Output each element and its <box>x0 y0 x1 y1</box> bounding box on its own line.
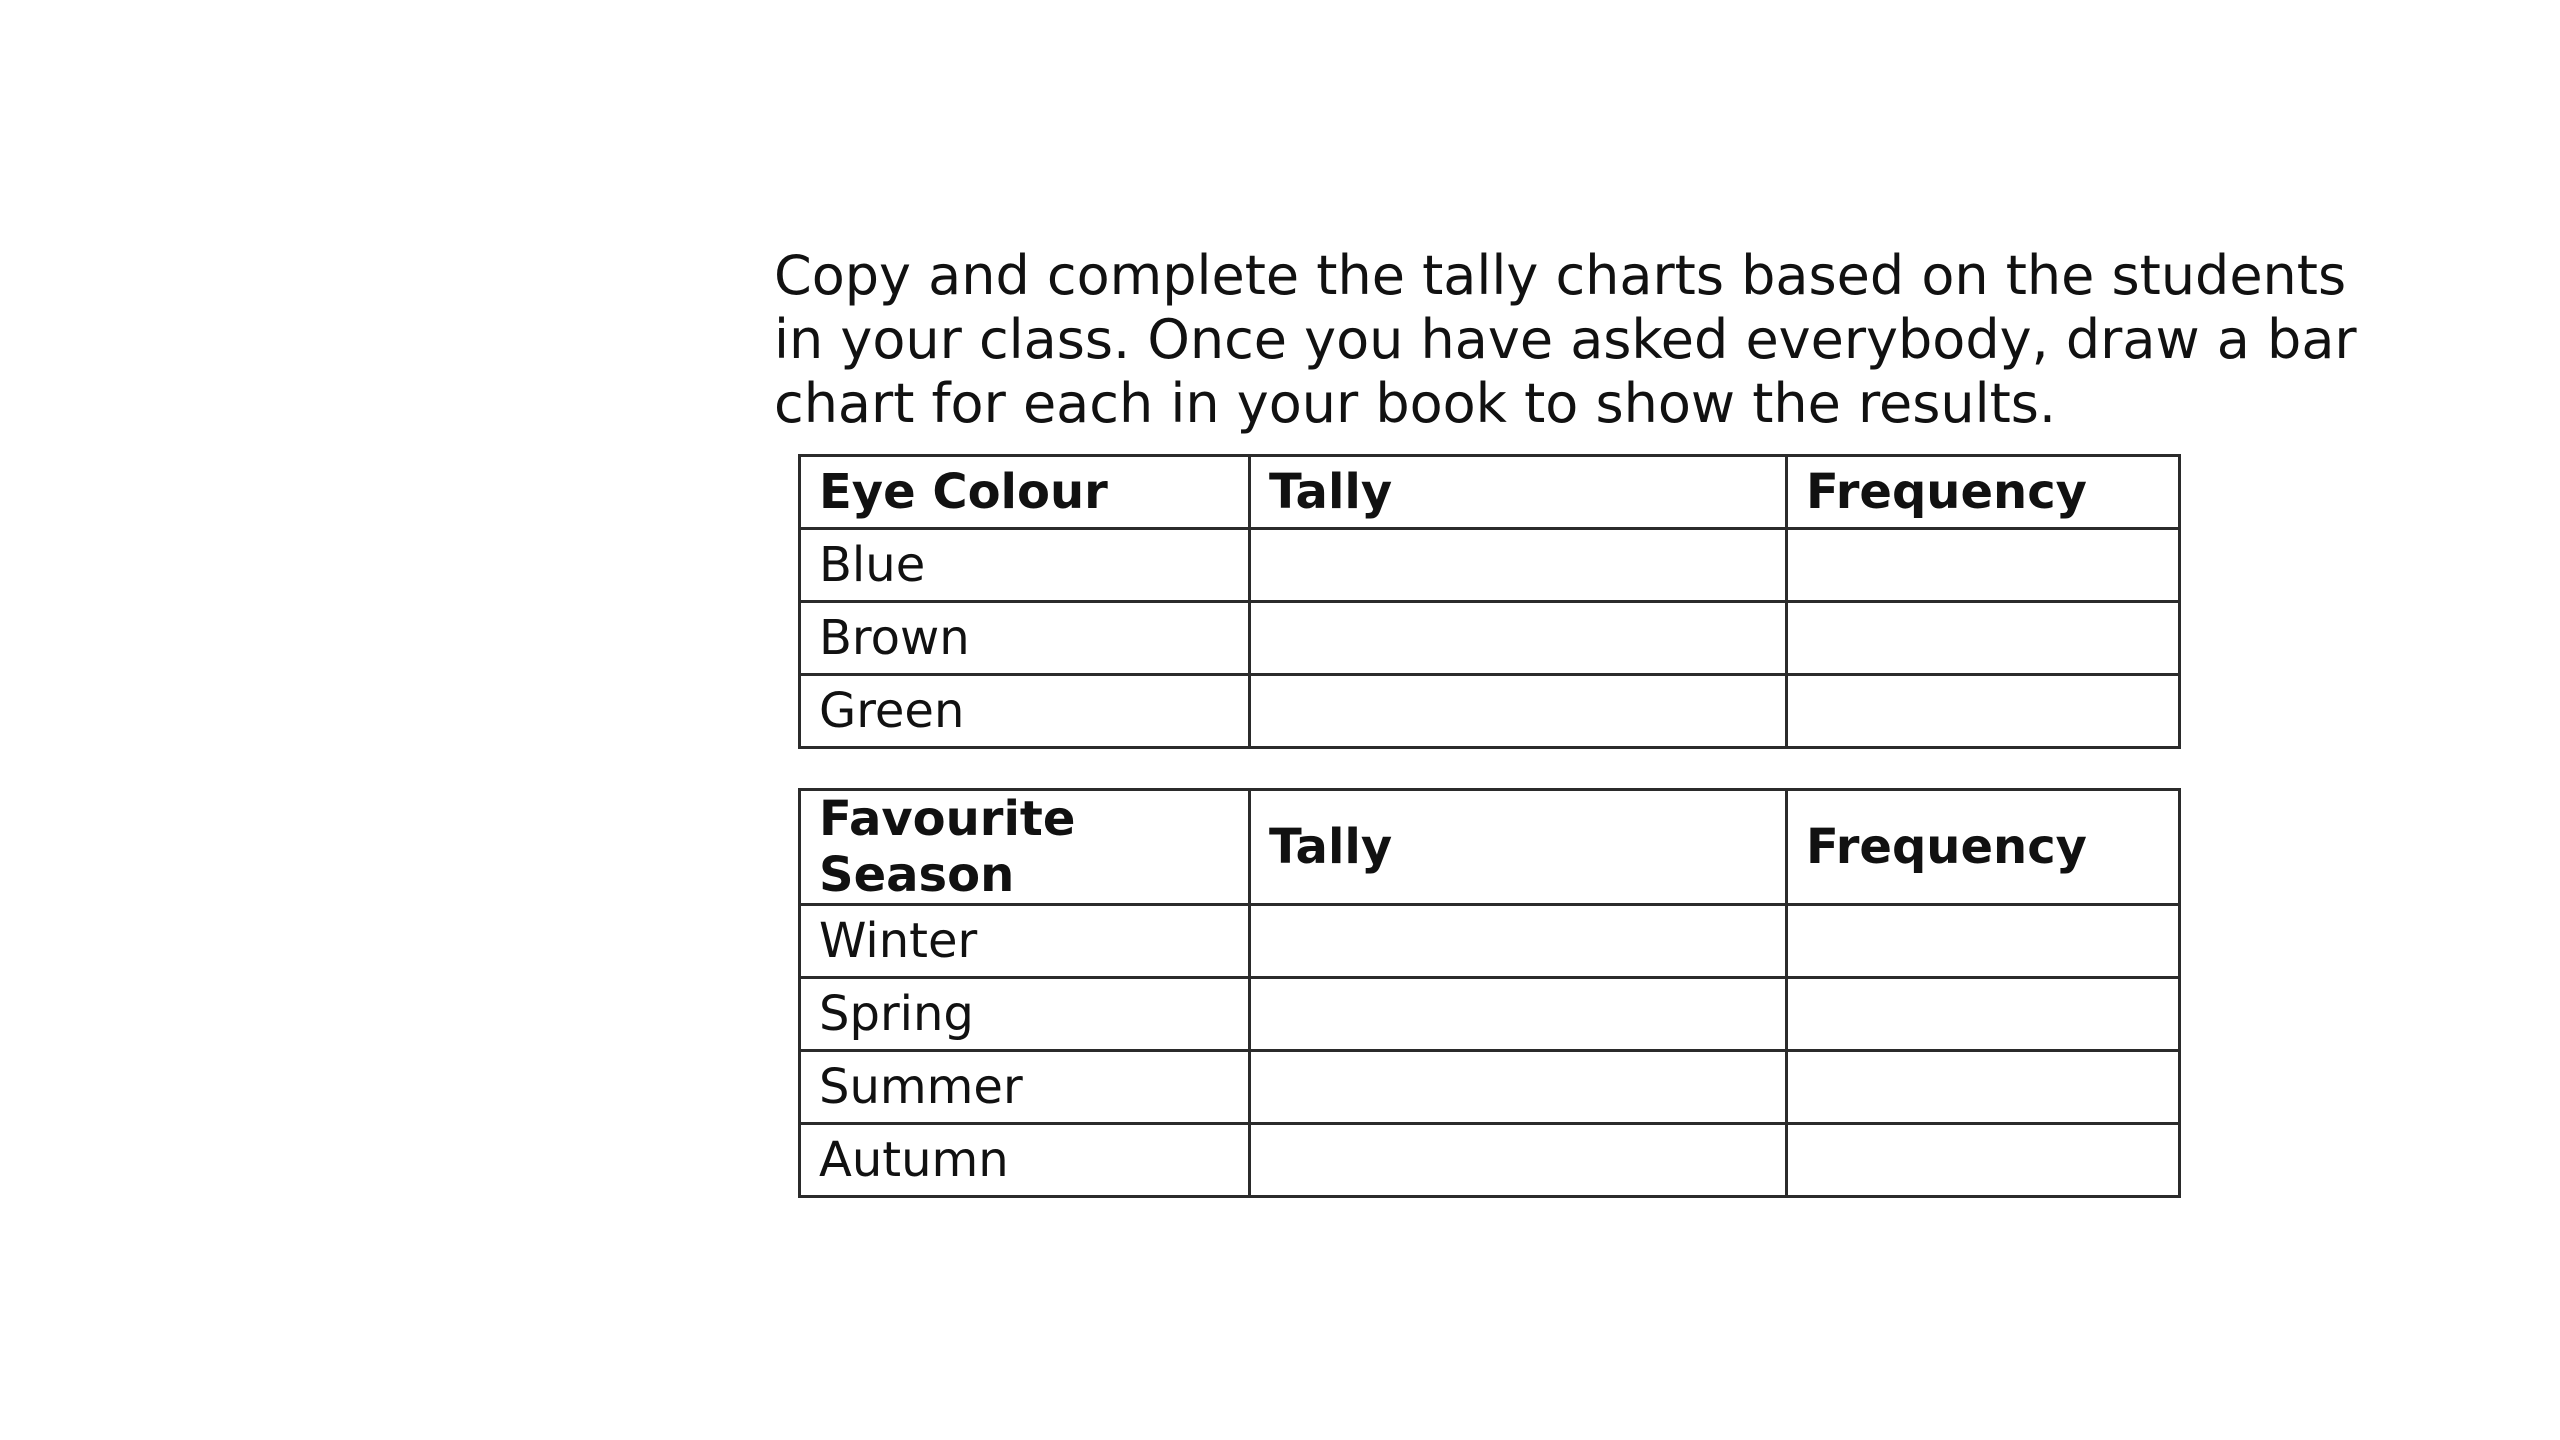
frequency-cell[interactable] <box>1787 529 2180 602</box>
row-label-spring: Spring <box>800 978 1250 1051</box>
frequency-cell[interactable] <box>1787 602 2180 675</box>
tally-cell[interactable] <box>1250 1051 1787 1124</box>
instructions-line: chart for each in your book to show the results. <box>774 372 2057 435</box>
tally-cell[interactable] <box>1250 675 1787 748</box>
row-label-autumn: Autumn <box>800 1124 1250 1197</box>
frequency-cell[interactable] <box>1787 1051 2180 1124</box>
row-label-summer: Summer <box>800 1051 1250 1124</box>
frequency-cell[interactable] <box>1787 905 2180 978</box>
column-header-frequency: Frequency <box>1787 790 2180 905</box>
table-row <box>800 529 2180 602</box>
table-row <box>800 905 2180 978</box>
table-row <box>800 978 2180 1051</box>
frequency-cell[interactable] <box>1787 675 2180 748</box>
favourite-season-tally-table <box>798 788 2181 1198</box>
table-row <box>800 1124 2180 1197</box>
instructions-line: in your class. Once you have asked everybody, draw a bar <box>774 308 2357 371</box>
table-header-row <box>800 456 2180 529</box>
tally-cell[interactable] <box>1250 1124 1787 1197</box>
column-header-tally: Tally <box>1250 790 1787 905</box>
column-header-tally: Tally <box>1250 456 1787 529</box>
eye-colour-tally-table <box>798 454 2181 749</box>
table-header-row <box>800 790 2180 905</box>
table-row <box>800 602 2180 675</box>
frequency-cell[interactable] <box>1787 978 2180 1051</box>
row-label-winter: Winter <box>800 905 1250 978</box>
tally-cell[interactable] <box>1250 905 1787 978</box>
row-label-green: Green <box>800 675 1250 748</box>
column-header-frequency: Frequency <box>1787 456 2180 529</box>
tally-cell[interactable] <box>1250 602 1787 675</box>
tally-cell[interactable] <box>1250 529 1787 602</box>
table-row <box>800 675 2180 748</box>
column-header-favourite-season: Favourite Season <box>800 790 1250 905</box>
frequency-cell[interactable] <box>1787 1124 2180 1197</box>
table-row <box>800 1051 2180 1124</box>
tally-cell[interactable] <box>1250 978 1787 1051</box>
instructions-line: Copy and complete the tally charts based on the students <box>774 244 2347 307</box>
column-header-eye-colour: Eye Colour <box>800 456 1250 529</box>
instructions-text <box>774 244 2357 436</box>
row-label-blue: Blue <box>800 529 1250 602</box>
row-label-brown: Brown <box>800 602 1250 675</box>
